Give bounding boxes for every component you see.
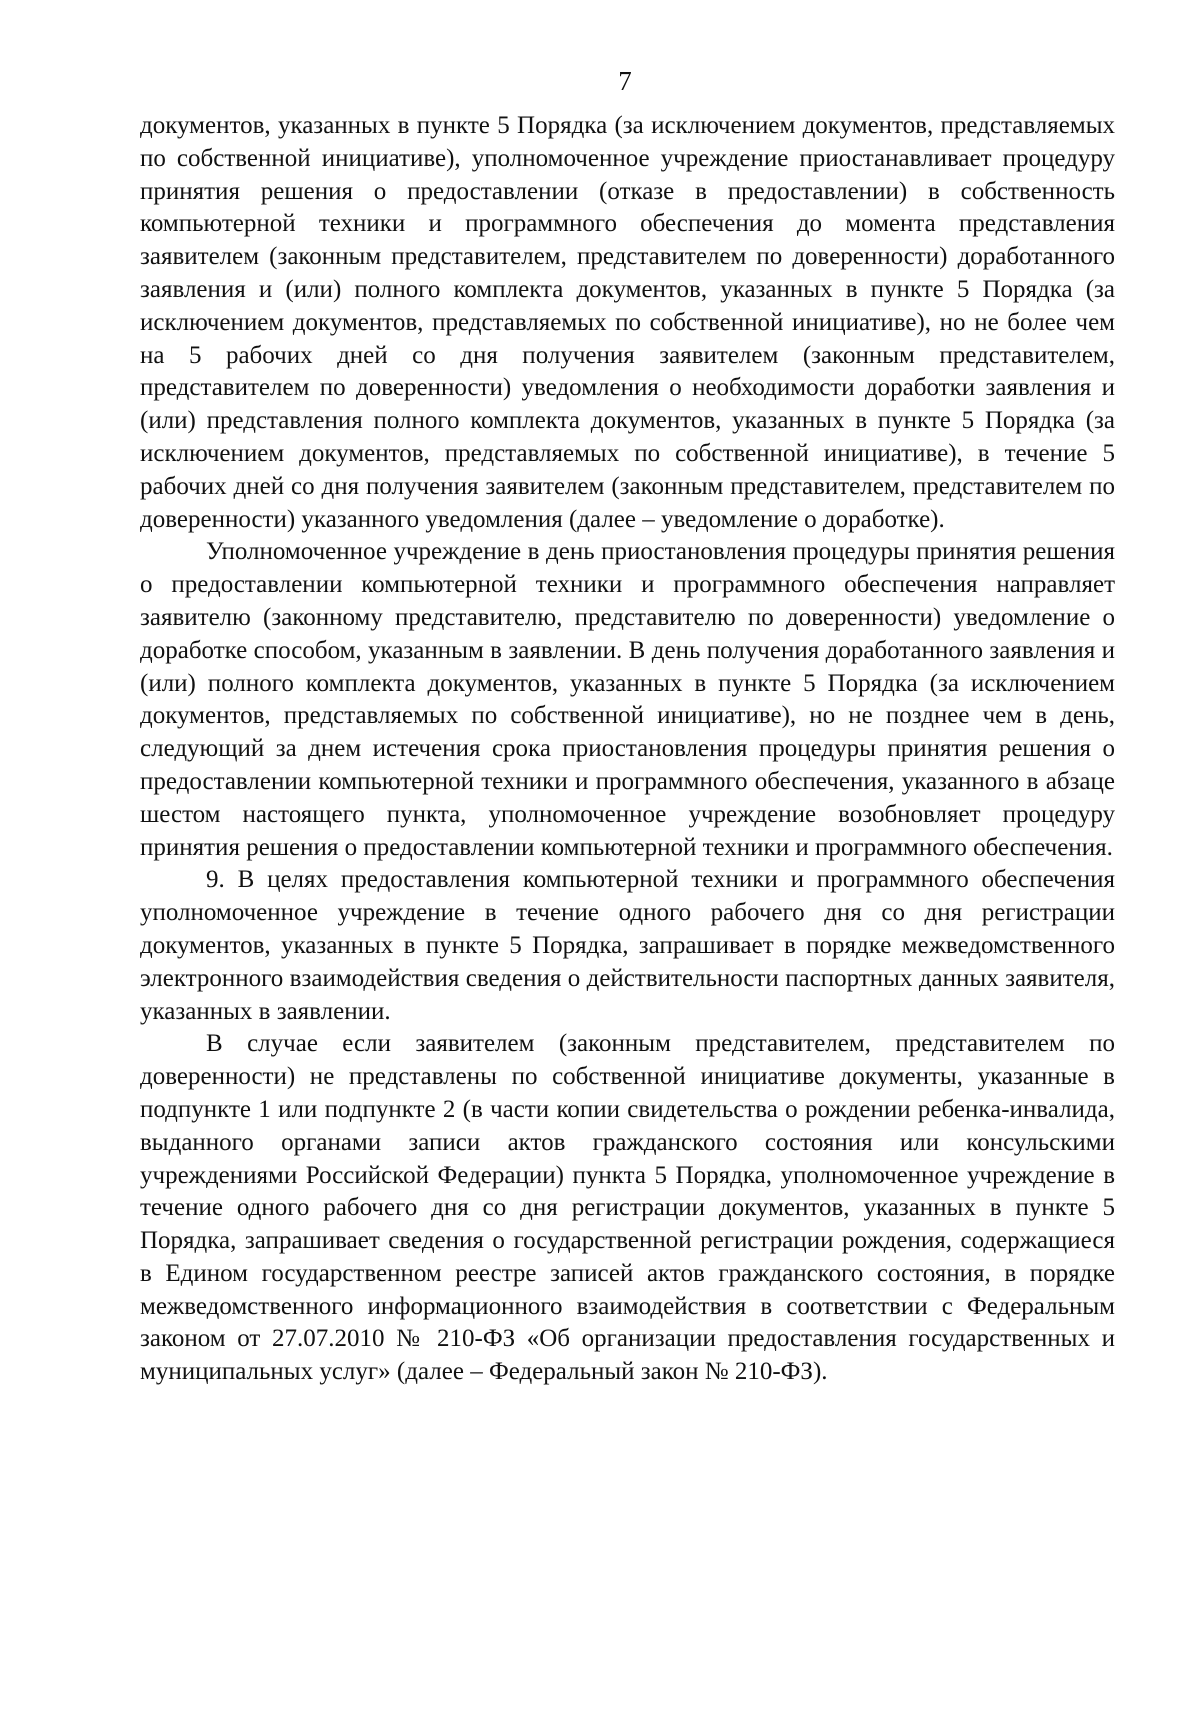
- paragraph-notification: Уполномоченное учреждение в день приостановления процедуры принятия решения о предоставлении компьютерной техники и программного обеспечения направляет заявителю (законному представителю, представителю по доверенности) уведомление о доработке способом, указанным в заявлении. В день получения доработанного заявления и (или) полного комплекта документов, указанных в пункте 5 Порядка (за исключением документов, представляемых по собственной инициативе), но не позднее чем в день, следующий за днем истечения срока приостановления процедуры принятия решения о предоставлении компьютерной техники и программного обеспечения, указанного в абзаце шестом настоящего пункта, уполномоченное учреждение возобновляет процедуру принятия решения о предоставлении компьютерной техники и программного обеспечения.: [140, 538, 1115, 861]
- paragraph-item-9: 9. В целях предоставления компьютерной техники и программного обеспечения уполномоченное учреждение в течение одного рабочего дня со дня регистрации документов, указанных в пункте 5 Порядка, запрашивает в порядке межведомственного электронного взаимодействия сведения о действительности паспортных данных заявителя, указанных в заявлении.: [140, 866, 1115, 1025]
- paragraph-continuation: документов, указанных в пункте 5 Порядка (за исключением документов, представляемых по собственной инициативе), уполномоченное учреждение приостанавливает процедуру принятия решения о предоставлении (отказе в предоставлении) в собственность компьютерной техники и программного обеспечения до момента представления заявителем (законным представителем, представителем по доверенности) доработанного заявления и (или) полного комплекта документов, указанных в пункте 5 Порядка (за исключением документов, представляемых по собственной инициативе), но не более чем на 5 рабочих дней со дня получения заявителем (законным представителем, представителем по доверенности) уведомления о необходимости доработки заявления и (или) представления полного комплекта документов, указанных в пункте 5 Порядка (за исключением документов, представляемых по собственной инициативе), в течение 5 рабочих дней со дня получения заявителем (законным представителем, представителем по доверенности) указанного уведомления (далее – уведомление о доработке).: [140, 112, 1115, 533]
- document-body: [140, 110, 1115, 1389]
- paragraph-registration-request: В случае если заявителем (законным представителем, представителем по доверенности) не представлены по собственной инициативе документы, указанные в подпункте 1 или подпункте 2 (в части копии свидетельства о рождении ребенка-инвалида, выданного органами записи актов гражданского состояния или консульскими учреждениями Российской Федерации) пункта 5 Порядка, уполномоченное учреждение в течение одного рабочего дня со дня регистрации документов, указанных в пункте 5 Порядка, запрашивает сведения о государственной регистрации рождения, содержащиеся в Едином государственном реестре записей актов гражданского состояния, в порядке межведомственного информационного взаимодействия в соответствии с Федеральным законом от 27.07.2010 № 210-ФЗ «Об организации предоставления государственных и муниципальных услуг» (далее – Федеральный закон № 210-ФЗ).: [140, 1030, 1115, 1386]
- page-number: 7: [618, 66, 632, 96]
